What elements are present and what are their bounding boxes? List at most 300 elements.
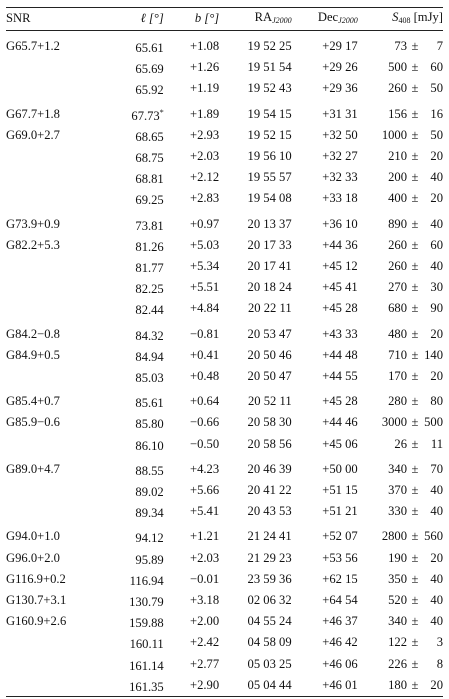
flux-error: 20: [430, 369, 443, 384]
cell-snr: G85.4+0.7: [6, 394, 60, 409]
cell-ra: 20 17 33: [247, 237, 292, 252]
plus-minus: ±: [411, 280, 419, 295]
cell-dec: +44 46: [322, 415, 358, 430]
cell-b: −0.01: [190, 571, 220, 586]
table-row: [6, 434, 443, 455]
cell-l: 88.55: [135, 463, 164, 478]
cell-snr: [6, 675, 104, 697]
cell-b: +0.48: [190, 369, 220, 384]
table-row: [6, 298, 443, 319]
cell-snr: [6, 146, 104, 167]
cell-dec: +53 56: [322, 550, 358, 565]
flux-value: 26: [394, 436, 407, 451]
cell-l: 89.34: [135, 506, 164, 521]
cell-dec: +43 33: [322, 326, 358, 341]
plus-minus: ±: [411, 461, 419, 476]
plus-minus: ±: [411, 635, 419, 650]
cell-l: 81.77: [135, 261, 164, 276]
flux-value: 370: [388, 483, 407, 498]
cell-l: 161.14: [129, 658, 164, 673]
flux-value: 280: [388, 394, 407, 409]
plus-minus: ±: [411, 571, 419, 586]
cell-ra: 19 51 54: [247, 60, 292, 75]
cell-flux: [358, 277, 443, 298]
header-row: [6, 8, 443, 31]
cell-dec: +46 42: [322, 635, 358, 650]
flux-value: 190: [388, 550, 407, 565]
cell-b: +5.41: [190, 504, 220, 519]
plus-minus: ±: [411, 216, 419, 231]
table-row: [6, 31, 443, 58]
cell-dec: +32 27: [322, 149, 358, 164]
plus-minus: ±: [411, 529, 419, 544]
header-flux: $S_{408}$ [mJy]: [392, 9, 443, 25]
plus-minus: ±: [411, 60, 419, 75]
cell-flux: [358, 210, 443, 235]
cell-ra: 19 52 43: [247, 81, 292, 96]
cell-l: 73.81: [135, 218, 164, 233]
cell-ra: 20 13 37: [247, 216, 292, 231]
flux-error: 70: [430, 461, 443, 476]
flux-error: 50: [430, 127, 443, 142]
cell-b: +3.18: [190, 593, 220, 608]
plus-minus: ±: [411, 326, 419, 341]
table-row: [6, 100, 443, 125]
cell-snr: [6, 480, 104, 501]
flux-value: 480: [388, 326, 407, 341]
plus-minus: ±: [411, 415, 419, 430]
cell-ra: 05 04 44: [247, 677, 292, 692]
cell-dec: +45 41: [322, 280, 358, 295]
header-dec: Dec$_{J2000}$: [317, 9, 358, 25]
cell-flux: [358, 654, 443, 675]
table-row: [6, 522, 443, 547]
cell-snr: [6, 654, 104, 675]
cell-b: +2.77: [190, 656, 220, 671]
table-row: [6, 611, 443, 632]
cell-snr: G130.7+3.1: [6, 593, 67, 608]
plus-minus: ±: [411, 436, 419, 451]
cell-b: +1.26: [190, 60, 220, 75]
table-row: [6, 548, 443, 569]
cell-b: +5.34: [190, 259, 220, 274]
plus-minus: ±: [411, 369, 419, 384]
cell-l: 69.25: [135, 193, 164, 208]
flux-error: 11: [430, 436, 443, 451]
cell-ra: 20 18 24: [247, 280, 292, 295]
flux-value: 122: [388, 635, 407, 650]
cell-flux: [358, 455, 443, 480]
flux-value: 680: [388, 301, 407, 316]
plus-minus: ±: [411, 237, 419, 252]
cell-l: 65.61: [135, 41, 164, 55]
cell-b: +1.08: [190, 39, 220, 53]
cell-l: 68.65: [135, 129, 164, 144]
cell-l: 130.79: [129, 595, 164, 610]
cell-ra: 04 58 09: [247, 635, 292, 650]
flux-error: 30: [430, 280, 443, 295]
cell-snr: G160.9+2.6: [6, 614, 67, 629]
flux-value: 260: [388, 259, 407, 274]
flux-value: 500: [388, 60, 407, 75]
flux-error: 20: [430, 326, 443, 341]
cell-flux: [358, 320, 443, 345]
table-row: [6, 235, 443, 256]
flux-error: 40: [430, 614, 443, 629]
cell-ra: 19 55 57: [247, 170, 292, 185]
cell-flux: [358, 366, 443, 387]
cell-ra: 20 22 11: [248, 301, 292, 316]
plus-minus: ±: [411, 81, 419, 96]
cell-dec: +32 50: [322, 127, 358, 142]
cell-ra: 20 53 47: [247, 326, 292, 341]
cell-b: +2.03: [190, 149, 220, 164]
flux-value: 710: [388, 347, 407, 362]
cell-flux: [358, 611, 443, 632]
cell-l: 116.94: [129, 573, 164, 588]
table-row: [6, 125, 443, 146]
cell-flux: [358, 387, 443, 412]
cell-l: 94.12: [135, 531, 164, 546]
cell-b: +5.66: [190, 483, 220, 498]
cell-dec: +32 33: [322, 170, 358, 185]
cell-ra: 04 55 24: [247, 614, 292, 629]
flux-error: 40: [430, 571, 443, 586]
cell-l: 81.26: [135, 239, 164, 254]
flux-value: 226: [388, 656, 407, 671]
flux-value: 340: [388, 614, 407, 629]
table-row: [6, 320, 443, 345]
cell-dec: +64 54: [322, 593, 358, 608]
flux-error: 20: [430, 677, 443, 692]
cell-snr: G85.9−0.6: [6, 415, 60, 430]
flux-error: 140: [424, 347, 443, 362]
flux-error: 16: [430, 106, 443, 121]
plus-minus: ±: [411, 127, 419, 142]
flux-value: 520: [388, 593, 407, 608]
flux-error: 80: [430, 394, 443, 409]
flux-value: 260: [388, 81, 407, 96]
flux-error: 40: [430, 483, 443, 498]
cell-flux: [358, 146, 443, 167]
cell-snr: [6, 256, 104, 277]
cell-snr: G69.0+2.7: [6, 127, 60, 142]
table-row: [6, 654, 443, 675]
flux-value: 200: [388, 170, 407, 185]
cell-flux: [358, 590, 443, 611]
cell-ra: 19 56 10: [247, 149, 292, 164]
flux-value: 180: [388, 677, 407, 692]
plus-minus: ±: [411, 394, 419, 409]
cell-b: +5.03: [190, 237, 220, 252]
cell-ra: 19 52 25: [247, 39, 292, 53]
cell-dec: +62 15: [322, 571, 358, 586]
cell-l: 85.80: [135, 417, 164, 432]
plus-minus: ±: [411, 259, 419, 274]
flux-error: 60: [430, 60, 443, 75]
cell-snr: G84.2−0.8: [6, 326, 60, 341]
cell-b: +0.97: [190, 216, 220, 231]
cell-snr: [6, 167, 104, 188]
table-row: [6, 366, 443, 387]
flux-value: 156: [388, 106, 407, 121]
cell-dec: +46 01: [322, 677, 358, 692]
cell-ra: 20 41 22: [247, 483, 292, 498]
cell-l: 67.73*: [131, 107, 164, 123]
cell-dec: +29 17: [322, 39, 358, 53]
flux-error: 560: [424, 529, 443, 544]
cell-dec: +36 10: [322, 216, 358, 231]
cell-b: +0.41: [190, 347, 220, 362]
cell-l: 84.32: [135, 328, 164, 343]
plus-minus: ±: [411, 39, 419, 53]
plus-minus: ±: [411, 347, 419, 362]
cell-dec: +46 06: [322, 656, 358, 671]
cell-l: 86.10: [135, 438, 164, 453]
cell-l: 82.25: [135, 282, 164, 297]
cell-flux: [358, 522, 443, 547]
cell-snr: [6, 501, 104, 522]
cell-dec: +44 55: [322, 369, 358, 384]
flux-error: 7: [436, 39, 443, 53]
flux-error: 3: [436, 635, 443, 650]
table-row: [6, 277, 443, 298]
table-container: [6, 7, 443, 699]
cell-l: 84.94: [135, 349, 164, 364]
cell-flux: [358, 298, 443, 319]
flux-value: 400: [388, 191, 407, 206]
cell-snr: [6, 277, 104, 298]
cell-flux: [358, 235, 443, 256]
table-row: [6, 632, 443, 653]
cell-snr: [6, 434, 104, 455]
flux-value: 330: [388, 504, 407, 519]
cell-snr: G73.9+0.9: [6, 216, 60, 231]
cell-flux: [358, 569, 443, 590]
cell-flux: [358, 100, 443, 125]
header-l: ℓ [°]: [140, 11, 164, 26]
cell-snr: G116.9+0.2: [6, 571, 66, 586]
cell-dec: +52 07: [322, 529, 358, 544]
table-row: [6, 501, 443, 522]
cell-snr: G65.7+1.2: [6, 39, 60, 53]
flux-value: 73: [394, 39, 407, 53]
table-row: [6, 57, 443, 78]
cell-dec: +44 36: [322, 237, 358, 252]
cell-l: 68.81: [135, 172, 164, 187]
table-body: [6, 31, 443, 697]
cell-flux: [358, 501, 443, 522]
plus-minus: ±: [411, 593, 419, 608]
cell-flux: [358, 78, 443, 99]
cell-b: +2.90: [190, 677, 220, 692]
flux-value: 270: [388, 280, 407, 295]
cell-l: 89.02: [135, 485, 164, 500]
cell-dec: +29 26: [322, 60, 358, 75]
cell-snr: [6, 366, 104, 387]
flux-error: 8: [436, 656, 443, 671]
cell-flux: [358, 675, 443, 697]
cell-flux: [358, 480, 443, 501]
note-mark: *: [159, 107, 164, 117]
table-row: [6, 480, 443, 501]
cell-snr: [6, 78, 104, 99]
cell-dec: +31 31: [322, 106, 358, 121]
cell-b: −0.66: [190, 415, 220, 430]
flux-error: 20: [430, 149, 443, 164]
cell-flux: [358, 345, 443, 366]
table-row: [6, 78, 443, 99]
plus-minus: ±: [411, 301, 419, 316]
cell-snr: G67.7+1.8: [6, 106, 60, 121]
flux-value: 890: [388, 216, 407, 231]
header-b: b [°]: [194, 11, 220, 26]
cell-b: +2.42: [190, 635, 220, 650]
cell-dec: +45 12: [322, 259, 358, 274]
cell-snr: G84.9+0.5: [6, 347, 60, 362]
cell-flux: [358, 167, 443, 188]
table-row: [6, 167, 443, 188]
cell-snr: G89.0+4.7: [6, 461, 60, 476]
cell-ra: 20 46 39: [247, 461, 292, 476]
cell-flux: [358, 256, 443, 277]
cell-ra: 21 29 23: [247, 550, 292, 565]
cell-l: 65.92: [135, 83, 164, 98]
cell-ra: 02 06 32: [247, 593, 292, 608]
table-row: [6, 590, 443, 611]
cell-b: +2.03: [190, 550, 220, 565]
cell-b: +5.51: [190, 280, 220, 295]
flux-value: 170: [388, 369, 407, 384]
cell-flux: [358, 548, 443, 569]
cell-dec: +29 36: [322, 81, 358, 96]
cell-b: +2.93: [190, 127, 220, 142]
cell-l: 161.35: [129, 679, 164, 694]
cell-dec: +45 06: [322, 436, 358, 451]
cell-dec: +33 18: [322, 191, 358, 206]
table-row: [6, 412, 443, 433]
cell-b: +2.83: [190, 191, 220, 206]
cell-l: 160.11: [129, 637, 164, 652]
cell-ra: 20 58 30: [247, 415, 292, 430]
cell-snr: G94.0+1.0: [6, 529, 60, 544]
cell-dec: +51 15: [322, 483, 358, 498]
table-row: [6, 188, 443, 209]
cell-ra: 20 43 53: [247, 504, 292, 519]
cell-flux: [358, 31, 443, 58]
plus-minus: ±: [411, 656, 419, 671]
cell-l: 65.69: [135, 62, 164, 77]
cell-dec: +50 00: [322, 461, 358, 476]
flux-value: 350: [388, 571, 407, 586]
cell-l: 159.88: [129, 616, 164, 631]
cell-b: +1.21: [190, 529, 220, 544]
snr-flux-table: [6, 7, 443, 699]
cell-ra: 20 58 56: [247, 436, 292, 451]
cell-l: 95.89: [135, 552, 164, 567]
cell-b: +2.00: [190, 614, 220, 629]
cell-b: −0.81: [190, 326, 220, 341]
table-row: [6, 210, 443, 235]
cell-l: 85.61: [135, 396, 164, 411]
cell-b: +4.84: [190, 301, 220, 316]
cell-l: 82.44: [135, 303, 164, 318]
flux-error: 50: [430, 81, 443, 96]
plus-minus: ±: [411, 550, 419, 565]
table-row: [6, 675, 443, 697]
cell-ra: 05 03 25: [247, 656, 292, 671]
flux-error: 20: [430, 191, 443, 206]
cell-flux: [358, 632, 443, 653]
cell-b: +2.12: [190, 170, 220, 185]
cell-flux: [358, 412, 443, 433]
flux-value: 3000: [381, 415, 407, 430]
cell-flux: [358, 125, 443, 146]
flux-value: 210: [388, 149, 407, 164]
cell-snr: G82.2+5.3: [6, 237, 60, 252]
cell-dec: +44 48: [322, 347, 358, 362]
cell-snr: G96.0+2.0: [6, 550, 60, 565]
cell-l: 85.03: [135, 371, 164, 386]
table-row: [6, 455, 443, 480]
cell-ra: 20 17 41: [247, 259, 292, 274]
cell-b: −0.50: [190, 436, 220, 451]
cell-ra: 19 52 15: [247, 127, 292, 142]
cell-l: 68.75: [135, 151, 164, 166]
flux-value: 2800: [381, 529, 407, 544]
cell-ra: 19 54 15: [247, 106, 292, 121]
cell-flux: [358, 434, 443, 455]
cell-snr: [6, 298, 104, 319]
cell-ra: 21 24 41: [247, 529, 292, 544]
cell-flux: [358, 188, 443, 209]
cell-b: +1.19: [190, 81, 220, 96]
flux-error: 40: [430, 593, 443, 608]
table-row: [6, 256, 443, 277]
cell-dec: +46 37: [322, 614, 358, 629]
cell-dec: +51 21: [322, 504, 358, 519]
flux-error: 90: [430, 301, 443, 316]
plus-minus: ±: [411, 106, 419, 121]
header-ra: $RA_{J2000}$: [254, 9, 292, 25]
cell-snr: [6, 632, 104, 653]
cell-ra: 23 59 36: [247, 571, 292, 586]
plus-minus: ±: [411, 191, 419, 206]
cell-b: +0.64: [190, 394, 220, 409]
plus-minus: ±: [411, 677, 419, 692]
cell-ra: 19 54 08: [247, 191, 292, 206]
plus-minus: ±: [411, 504, 419, 519]
plus-minus: ±: [411, 483, 419, 498]
flux-error: 40: [430, 216, 443, 231]
cell-ra: 20 52 11: [248, 394, 292, 409]
cell-dec: +45 28: [322, 301, 358, 316]
flux-error: 60: [430, 237, 443, 252]
cell-snr: [6, 188, 104, 209]
flux-error: 40: [430, 170, 443, 185]
cell-flux: [358, 57, 443, 78]
header-snr: SNR: [6, 11, 31, 26]
flux-value: 260: [388, 237, 407, 252]
cell-b: +1.89: [190, 106, 220, 121]
table-row: [6, 146, 443, 167]
cell-b: +4.23: [190, 461, 220, 476]
flux-error: 40: [430, 259, 443, 274]
flux-value: 340: [388, 461, 407, 476]
flux-error: 20: [430, 550, 443, 565]
cell-dec: +45 28: [322, 394, 358, 409]
table-row: [6, 345, 443, 366]
